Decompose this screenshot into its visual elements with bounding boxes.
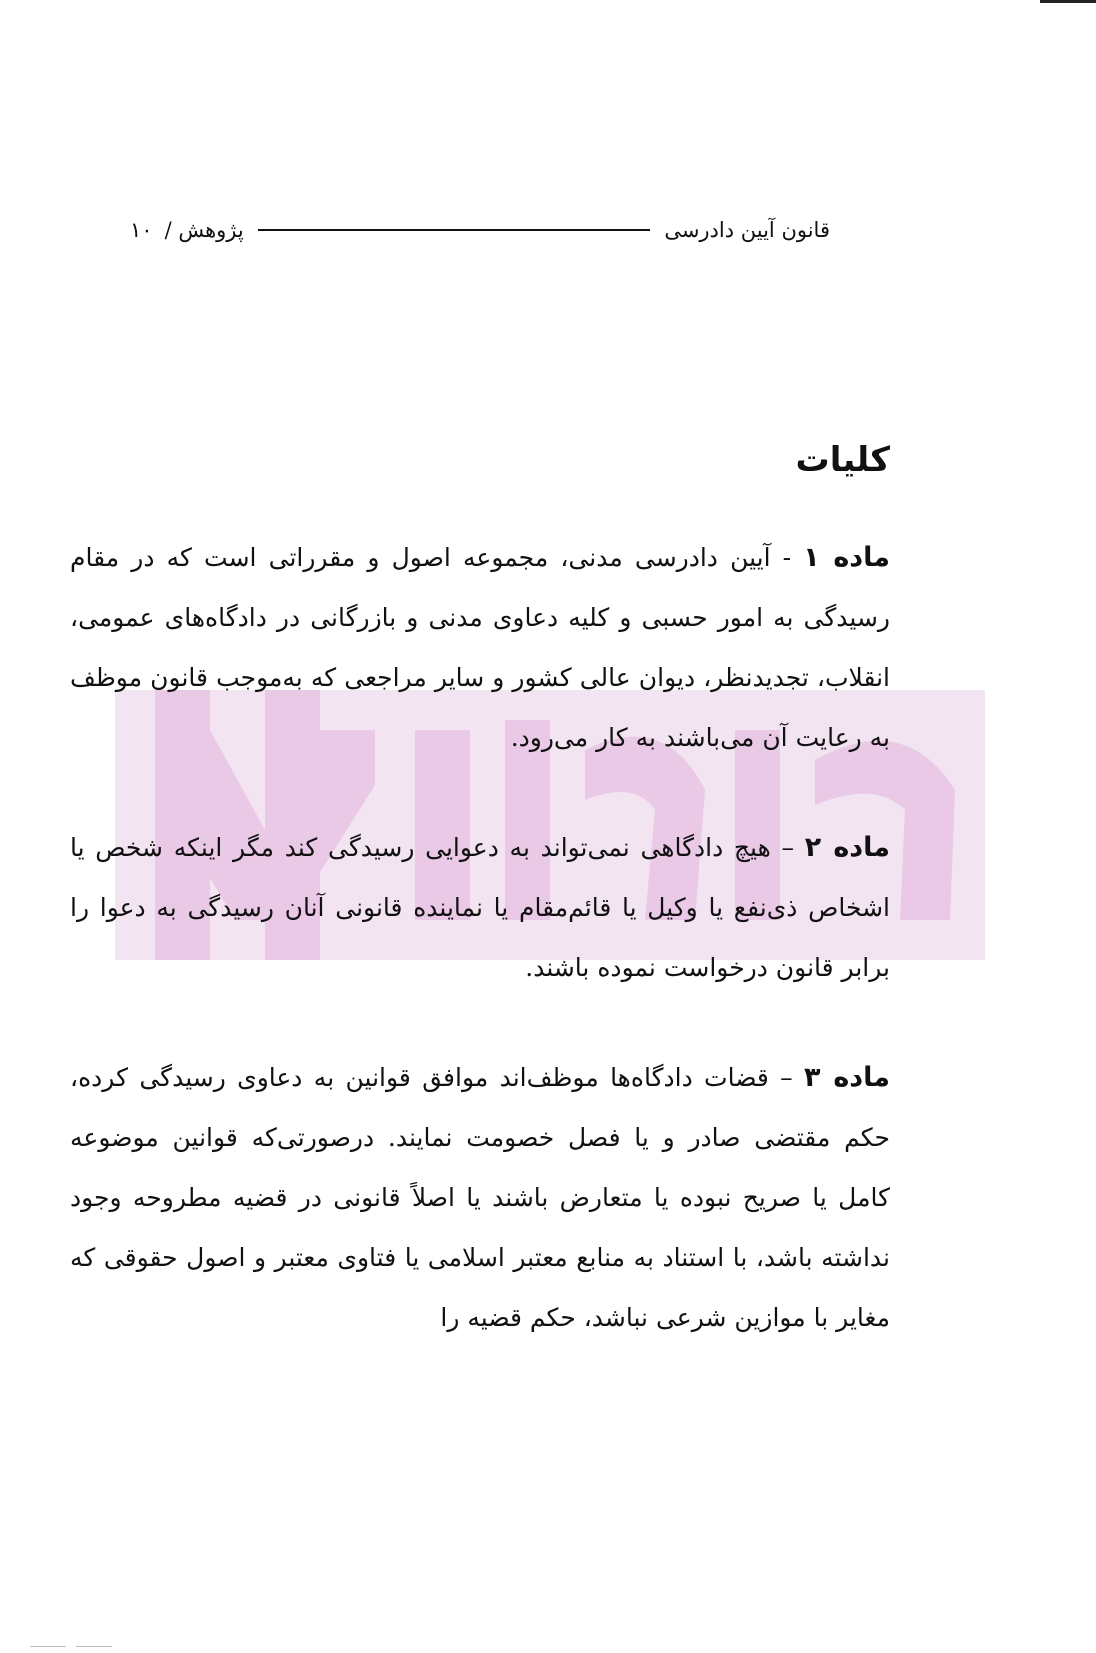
article-text: – هیچ دادگاهی نمی‌تواند به دعوایی رسیدگی کند مگر اینکه شخص یا اشخاص ذی‌نفع یا وکیل یا قائم‌مقام یا نماینده قانونی آنان رسیدگی به دعوا را برابر قانون درخواست نموده باشند. xyxy=(70,833,890,982)
footer-mark xyxy=(30,1646,66,1647)
running-header xyxy=(130,212,830,248)
article-text: - آیین دادرسی مدنی، مجموعه اصول و مقرراتی است که در مقام رسیدگی به امور حسبی و کلیه دعاوی مدنی و بازرگانی در دادگاه‌های عمومی، انقلاب، تجدیدنظر، دیوان عالی کشور و سایر مراجعی که به‌موجب قانون موظف به رعایت آن می‌باشند به کار می‌رود. xyxy=(70,543,890,752)
article-3 xyxy=(70,1048,890,1348)
article-label: ماده ۱ xyxy=(803,542,890,573)
header-section: پژوهش / xyxy=(164,218,244,242)
page-label xyxy=(130,218,244,242)
section-title: کلیات xyxy=(795,440,890,480)
main-content xyxy=(70,440,890,1398)
article-label: ماده ۳ xyxy=(804,1062,890,1093)
book-title: قانون آیین دادرسی xyxy=(664,218,830,242)
article-1 xyxy=(70,528,890,768)
page-number: ۱۰ xyxy=(130,218,153,242)
article-2 xyxy=(70,818,890,998)
page-edge-mark xyxy=(1040,0,1096,3)
article-label: ماده ۲ xyxy=(804,832,890,863)
article-text: – قضات دادگاه‌ها موظف‌اند موافق قوانین به دعاوی رسیدگی کرده، حکم مقتضی صادر و یا فصل خصومت نمایند. درصورتی‌که قوانین موضوعه کامل یا صریح نبوده یا متعارض باشند یا اصلاً قانونی در قضیه مطروحه وجود نداشته باشد، با استناد به منابع معتبر اسلامی یا فتاوی معتبر و اصول حقوقی که مغایر با موازین شرعی نباشد، حکم قضیه را xyxy=(70,1063,890,1332)
footer-mark xyxy=(76,1646,112,1647)
header-rule xyxy=(258,229,651,231)
footer-marks xyxy=(30,1646,112,1647)
